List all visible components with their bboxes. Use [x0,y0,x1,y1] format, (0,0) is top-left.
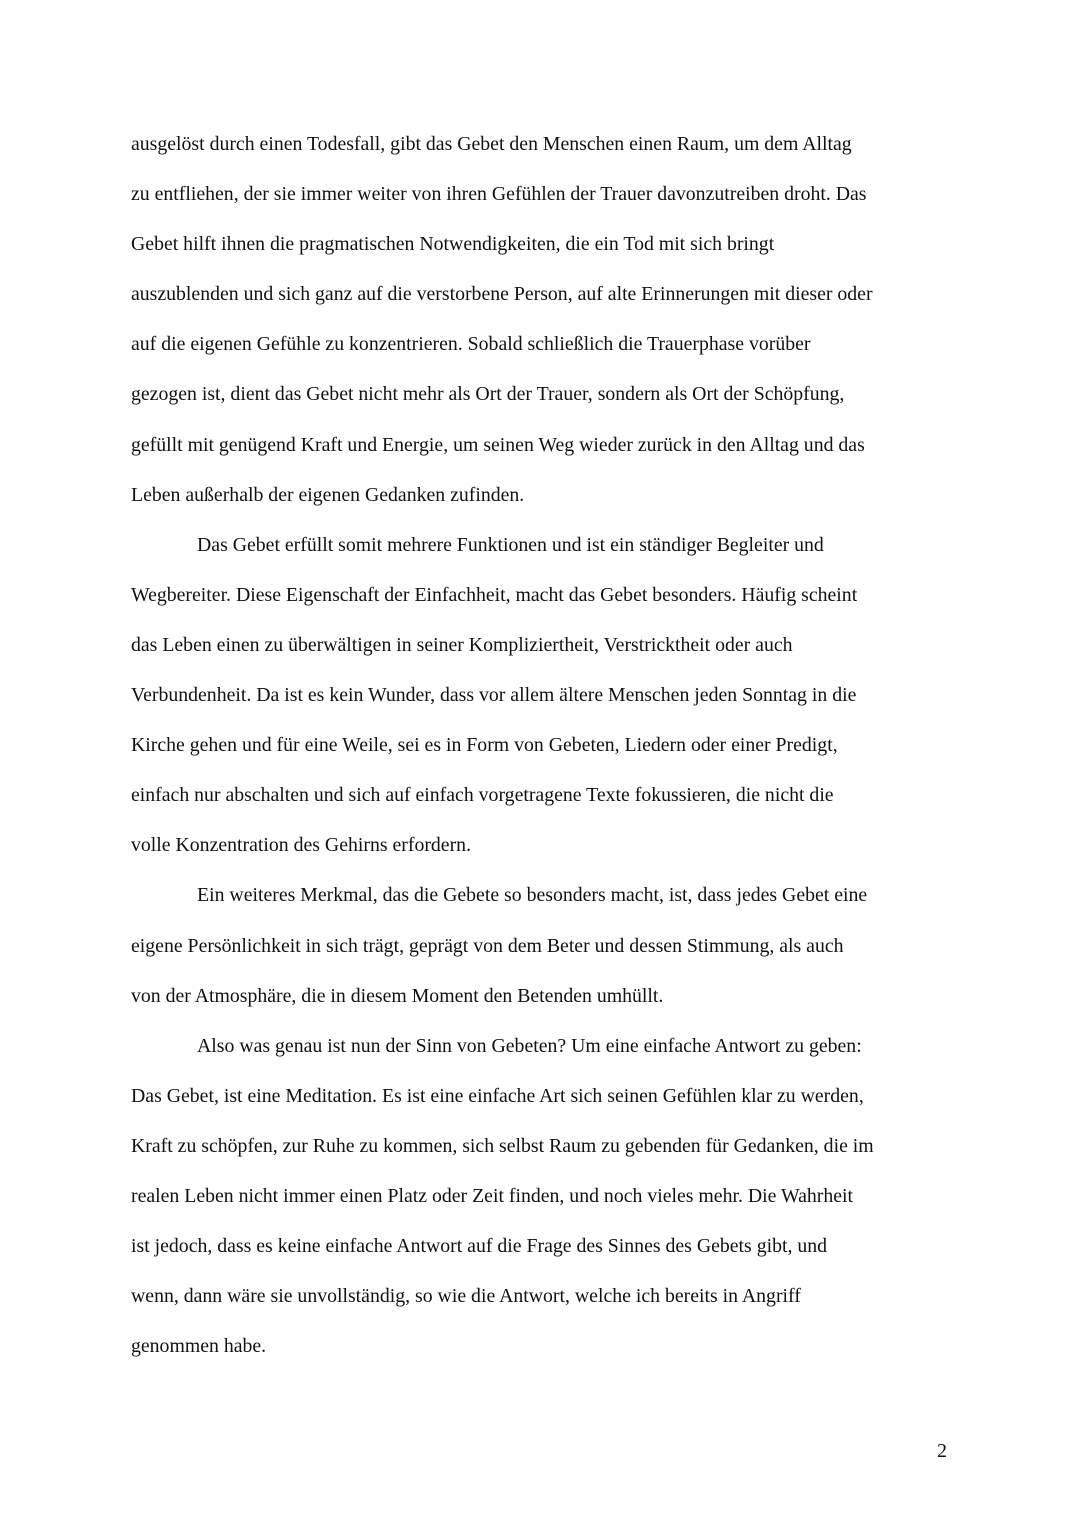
text-line: auszublenden und sich ganz auf die verstorbene Person, auf alte Erinnerungen mit dieser oder [131,283,873,306]
text-line: Leben außerhalb der eigenen Gedanken zufinden. [131,483,525,506]
text-line: Ein weiteres Merkmal, das die Gebete so besonders macht, ist, dass jedes Gebet eine [197,884,868,907]
text-line: auf die eigenen Gefühle zu konzentrieren. Sobald schließlich die Trauerphase vorüber [131,333,811,356]
text-line: Kraft zu schöpfen, zur Ruhe zu kommen, sich selbst Raum zu gebenden für Gedanken, die im [131,1134,874,1157]
text-line: einfach nur abschalten und sich auf einfach vorgetragene Texte fokussieren, die nicht die [131,784,834,807]
text-line: wenn, dann wäre sie unvollständig, so wie die Antwort, welche ich bereits in Angriff [131,1285,801,1308]
text-line: ist jedoch, dass es keine einfache Antwort auf die Frage des Sinnes des Gebets gibt, und [131,1235,828,1258]
text-line: genommen habe. [131,1335,267,1358]
text-line: Also was genau ist nun der Sinn von Gebeten? Um eine einfache Antwort zu geben: [197,1034,862,1057]
text-line: gezogen ist, dient das Gebet nicht mehr als Ort der Trauer, sondern als Ort der Schöpfung, [131,383,845,406]
text-line: gefüllt mit genügend Kraft und Energie, um seinen Weg wieder zurück in den Alltag und das [131,433,865,456]
text-line: Gebet hilft ihnen die pragmatischen Notwendigkeiten, die ein Tod mit sich bringt [131,233,775,256]
text-line: von der Atmosphäre, die in diesem Moment den Betenden umhüllt. [131,984,664,1007]
text-line: das Leben einen zu überwältigen in seiner Kompliziertheit, Verstricktheit oder auch [131,633,793,656]
text-line: eigene Persönlichkeit in sich trägt, geprägt von dem Beter und dessen Stimmung, als auch [131,934,844,957]
text-line: Das Gebet, ist eine Meditation. Es ist eine einfache Art sich seinen Gefühlen klar zu werden, [131,1084,864,1107]
body-text [131,119,951,1371]
text-line: Verbundenheit. Da ist es kein Wunder, dass vor allem ältere Menschen jeden Sonntag in die [131,684,857,707]
text-line: volle Konzentration des Gehirns erfordern. [131,834,472,857]
text-line: ausgelöst durch einen Todesfall, gibt das Gebet den Menschen einen Raum, um dem Alltag [131,133,852,155]
text-line: realen Leben nicht immer einen Platz oder Zeit finden, und noch vieles mehr. Die Wahrheit [131,1184,854,1207]
text-line: Wegbereiter. Diese Eigenschaft der Einfachheit, macht das Gebet besonders. Häufig scheint [131,583,858,606]
text-line: Kirche gehen und für eine Weile, sei es in Form von Gebeten, Liedern oder einer Predigt, [131,734,838,757]
page-number: 2 [937,1440,947,1462]
text-line: Das Gebet erfüllt somit mehrere Funktionen und ist ein ständiger Begleiter und [197,533,824,556]
text-line: zu entfliehen, der sie immer weiter von ihren Gefühlen der Trauer davonzutreiben droht. Das [131,183,867,206]
